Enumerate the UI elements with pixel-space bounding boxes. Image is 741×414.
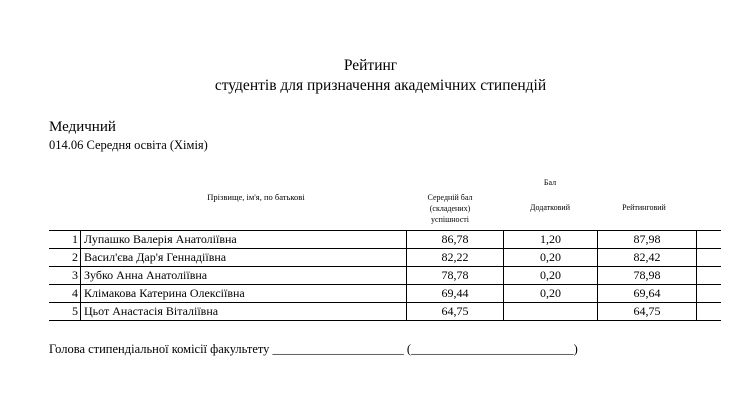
empty-cell (697, 249, 722, 267)
extra-score: 0,20 (504, 285, 598, 303)
column-header-average-line: Середній бал (427, 193, 473, 202)
faculty-name: Медичний (49, 119, 116, 135)
rating-score: 64,75 (598, 303, 697, 321)
rating-score: 78,98 (598, 267, 697, 285)
extra-score: 1,20 (504, 231, 598, 249)
row-number: 2 (49, 249, 81, 267)
column-header-average-line: успішності (431, 215, 469, 224)
average-score: 69,44 (407, 285, 504, 303)
column-header-average-line: (складених) (429, 204, 471, 213)
row-number: 5 (49, 303, 81, 321)
empty-cell (697, 231, 722, 249)
signature-line: Голова стипендіальної комісії факультету _____________________ (__________________________) (49, 342, 578, 356)
empty-cell (697, 303, 722, 321)
specialty-name: 014.06 Середня освіта (Хімія) (49, 138, 208, 152)
extra-score: 0,20 (504, 249, 598, 267)
rating-score: 69,64 (598, 285, 697, 303)
document-title: Рейтинг (343, 57, 398, 74)
row-number: 4 (49, 285, 81, 303)
extra-score: 0,20 (504, 267, 598, 285)
average-score: 82,22 (407, 249, 504, 267)
column-header-name: Прізвище, ім'я, по батькові (207, 192, 305, 202)
table-row (49, 267, 721, 285)
column-header-rating: Рейтинговий (622, 203, 666, 212)
table-row (49, 285, 721, 303)
rating-score: 87,98 (598, 231, 697, 249)
student-name: Лупашко Валерія Анатоліївна (81, 231, 407, 249)
empty-cell (697, 267, 722, 285)
student-name: Васил'єва Дар'я Геннадіївна (81, 249, 407, 267)
column-header-average (410, 192, 490, 225)
row-number: 3 (49, 267, 81, 285)
row-number: 1 (49, 231, 81, 249)
average-score: 78,78 (407, 267, 504, 285)
table-row (49, 231, 721, 249)
student-name: Зубко Анна Анатоліївна (81, 267, 407, 285)
table-row (49, 249, 721, 267)
student-name: Клімакова Катерина Олексіївна (81, 285, 407, 303)
extra-score (504, 303, 598, 321)
document-subtitle: студентів для призначення академічних стипендій (214, 77, 547, 94)
rating-table (49, 230, 721, 321)
column-header-extra: Додатковий (530, 203, 570, 212)
average-score: 64,75 (407, 303, 504, 321)
rating-score: 82,42 (598, 249, 697, 267)
column-header-bal: Бал (543, 178, 557, 187)
empty-cell (697, 285, 722, 303)
average-score: 86,78 (407, 231, 504, 249)
table-row (49, 303, 721, 321)
student-name: Цьот Анастасія Віталіївна (81, 303, 407, 321)
